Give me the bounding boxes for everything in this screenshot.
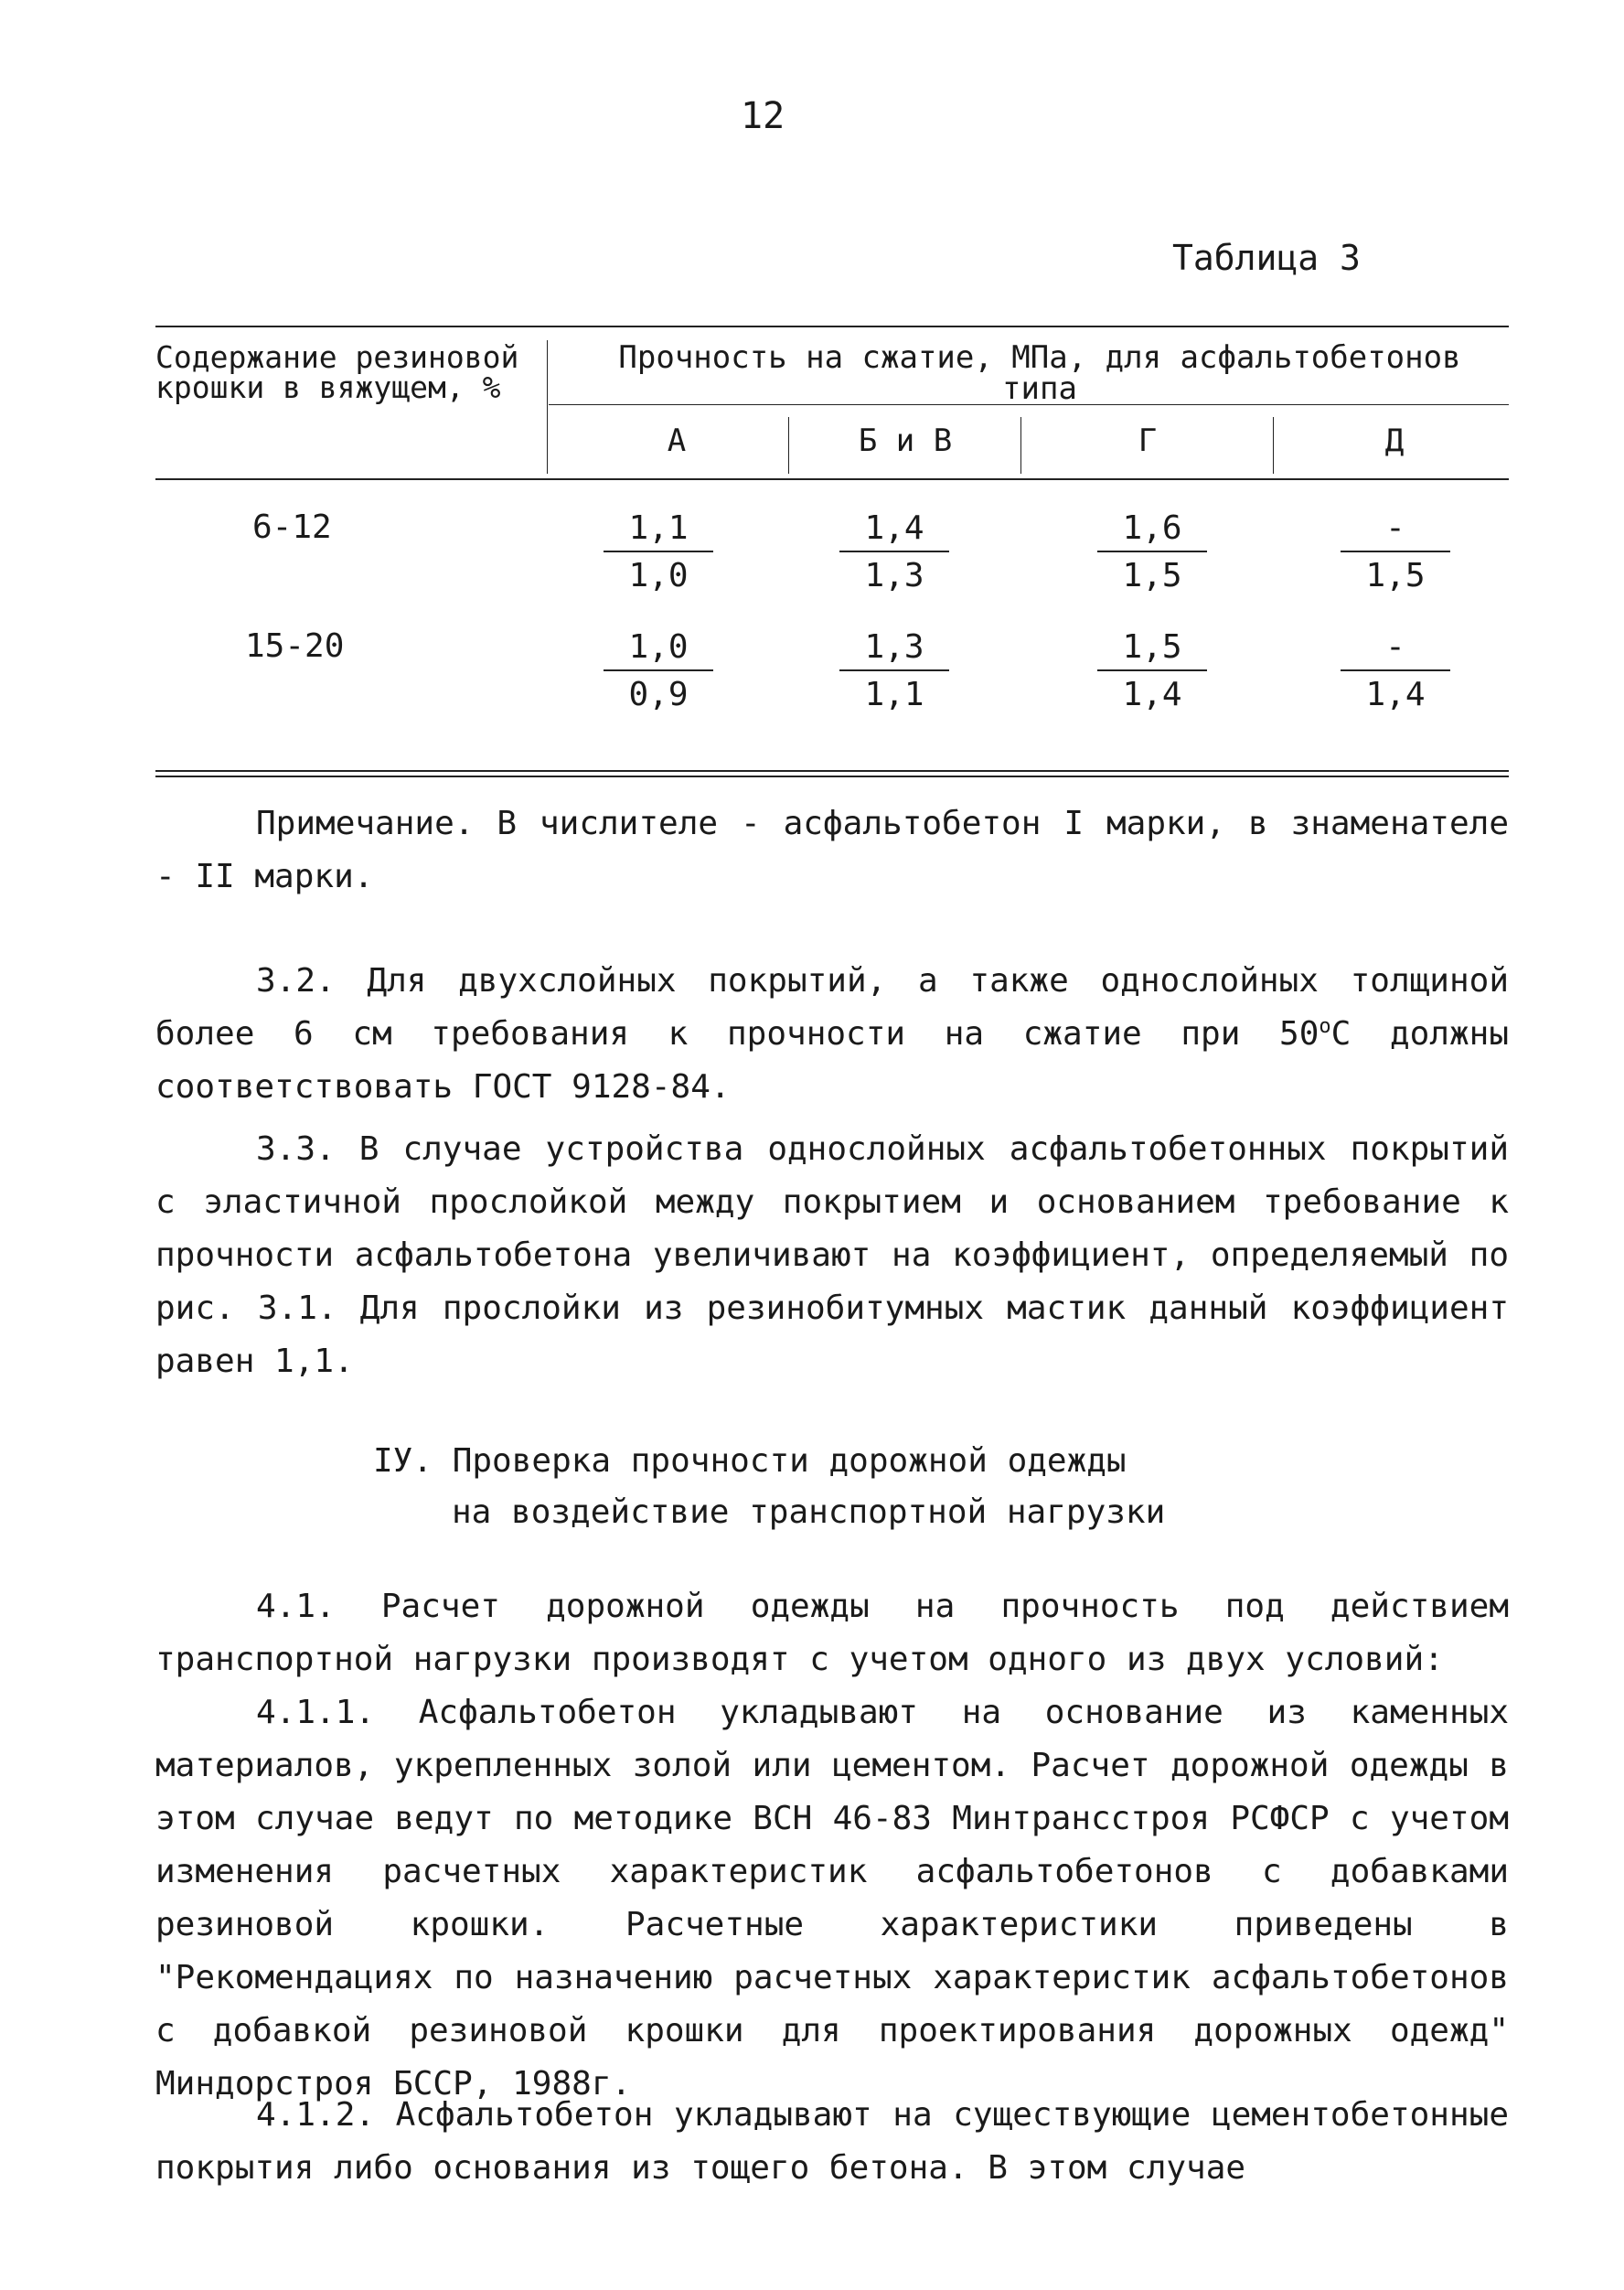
section-heading (373, 1436, 1470, 1538)
fraction-bar (1097, 551, 1207, 552)
paragraph-text: С должны соответствовать ГОСТ 9128-84. (155, 1015, 1509, 1106)
section-heading-line-1: IУ. Проверка прочности дорожной одежды (373, 1442, 1127, 1480)
paragraph-text: 4.1.2. Асфальтобетон укладывают на существующие цементобетонные покрытия либо основания из тощего бетона. В этом случае (155, 2096, 1509, 2187)
table-cell (1331, 627, 1459, 715)
table-divider-a (788, 417, 789, 474)
cell-numerator: - (1385, 628, 1405, 666)
paragraph-3-2 (155, 955, 1509, 1114)
fraction-bar (604, 669, 713, 671)
cell-denominator: 1,5 (1122, 557, 1182, 594)
table-top-rule (155, 326, 1509, 327)
table-header-rule (155, 478, 1509, 480)
cell-numerator: 1,6 (1122, 509, 1182, 547)
cell-numerator: 1,1 (628, 509, 689, 547)
degree-superscript: о (1319, 1015, 1331, 1038)
paragraph-text: 4.1. Расчет дорожной одежды на прочность под действием транспортной нагрузки производят с учетом одного из двух условий: (155, 1588, 1509, 1678)
table-label: Таблица 3 (1172, 238, 1361, 278)
table-col-g: Г (1138, 423, 1158, 459)
table-bottom-rule (155, 770, 1509, 772)
fraction-bar (839, 669, 949, 671)
paragraph-4-1-1 (155, 1686, 1509, 2111)
table-col-bv: Б и В (858, 423, 953, 459)
page-number: 12 (741, 95, 785, 137)
table-cell (594, 627, 722, 715)
fraction-bar (1341, 551, 1450, 552)
cell-numerator: 1,4 (864, 509, 924, 547)
table-cell (1331, 508, 1459, 596)
table-row-header: Содержание резиновой крошки в вяжущем, % (155, 339, 519, 405)
cell-denominator: 1,1 (864, 676, 924, 713)
table-col-d: Д (1384, 423, 1405, 459)
table-cell (594, 508, 722, 596)
table-bottom-rule-2 (155, 776, 1509, 777)
cell-denominator: 1,0 (628, 557, 689, 594)
fraction-bar (1341, 669, 1450, 671)
fraction-bar (604, 551, 713, 552)
table-note (155, 797, 1509, 904)
cell-denominator: 1,3 (864, 557, 924, 594)
table-cell (830, 627, 958, 715)
paragraph-3-3 (155, 1123, 1509, 1388)
fraction-bar (839, 551, 949, 552)
paragraph-4-1 (155, 1580, 1509, 1686)
table-row-content: 6-12 (252, 508, 332, 546)
paragraph-text: 3.2. Для двухслойных покрытий, а также однослойных толщиной более 6 см требования к прочности на сжатие при 50 (155, 962, 1509, 1053)
table-cell (1088, 627, 1216, 715)
table-cell (830, 508, 958, 596)
note-text: Примечание. В числителе - асфальтобетон I марки, в знаменателе - II марки. (155, 805, 1509, 895)
cell-numerator: 1,5 (1122, 628, 1182, 666)
table-cell (1088, 508, 1216, 596)
paragraph-text: 3.3. В случае устройства однослойных асфальтобетонных покрытий с эластичной прослойкой между покрытием и основанием требование к прочности асфальтобетона увеличивают на коэффициент, определяемый по рис. 3.1. Для прослойки из резинобитумных мастик данный коэффициент равен 1,1. (155, 1130, 1509, 1380)
table-col-a: А (667, 423, 687, 459)
cell-denominator: 1,5 (1365, 557, 1426, 594)
cell-denominator: 1,4 (1122, 676, 1182, 713)
table-divider-main (547, 340, 548, 474)
cell-numerator: - (1385, 509, 1405, 547)
table-column-header: Прочность на сжатие, МПа, для асфальтобетонов типа (618, 339, 1461, 407)
table-row-content: 15-20 (245, 627, 345, 665)
cell-numerator: 1,3 (864, 628, 924, 666)
fraction-bar (1097, 669, 1207, 671)
paragraph-text: 4.1.1. Асфальтобетон укладывают на основание из каменных материалов, укрепленных золой или цементом. Расчет дорожной одежды в этом случае ведут по методике ВСН 46-83 Минтрансстроя РСФСР с учетом изменения расчетных характеристик асфальтобетонов с добавками резиновой крошки. Расчетные характеристики приведены в "Рекомендациях по назначению расчетных характеристик асфальтобетонов с добавкой резиновой крошки для проектирования дорожных одежд" Миндорстроя БССР, 1988г. (155, 1694, 1509, 2103)
table-divider-g (1273, 417, 1274, 474)
cell-numerator: 1,0 (628, 628, 689, 666)
cell-denominator: 1,4 (1365, 676, 1426, 713)
section-heading-line-2: на воздействие транспортной нагрузки (452, 1493, 1166, 1531)
paragraph-4-1-2 (155, 2089, 1509, 2195)
cell-denominator: 0,9 (628, 676, 689, 713)
table-divider-bv (1020, 417, 1021, 474)
